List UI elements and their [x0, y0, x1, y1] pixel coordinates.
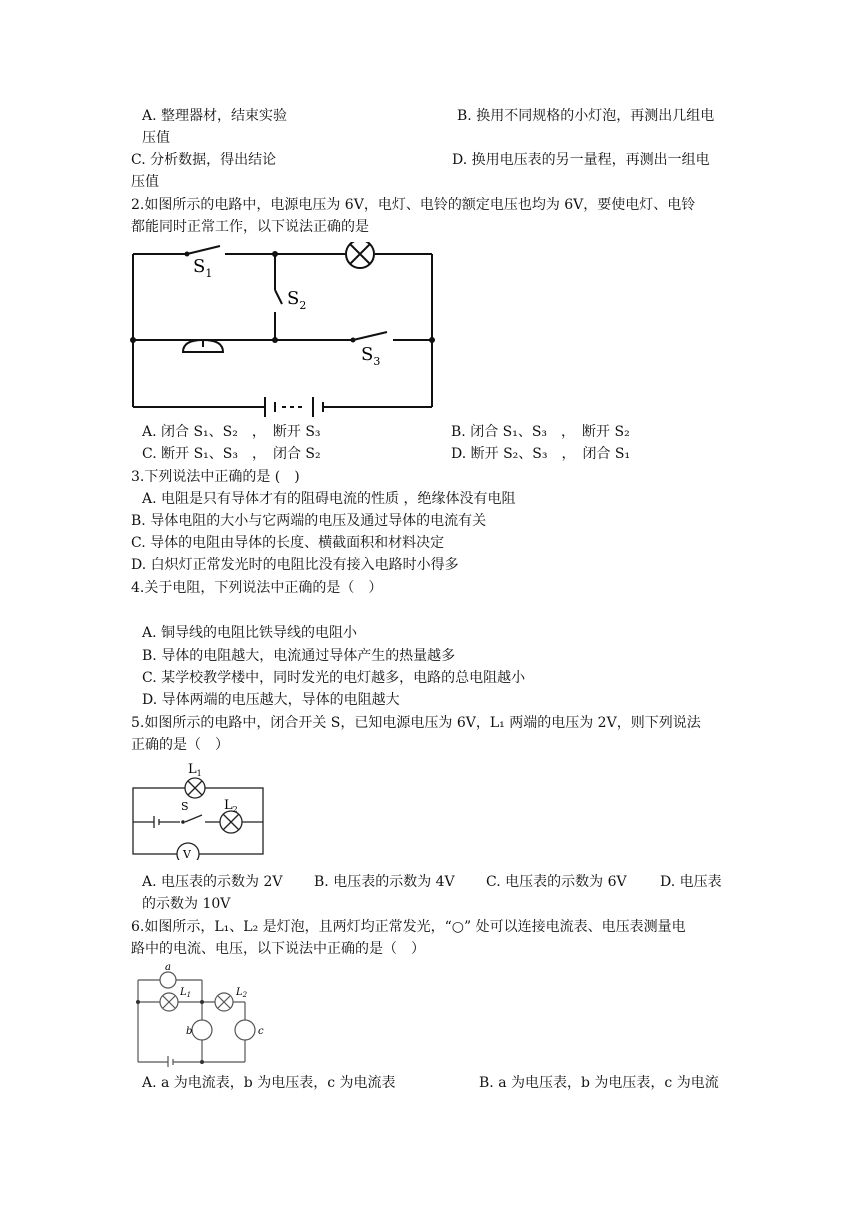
q6-label-c: c — [258, 1026, 264, 1037]
q1-option-d-line1: D. 换用电压表的另一量程，再测出一组电 — [452, 152, 710, 168]
q3-option-a: A. 电阻是只有导体才有的阻碍电流的性质 ，绝缘体没有电阻 — [142, 491, 516, 507]
q3-stem: 3.下列说法中正确的是 ( ) — [131, 469, 300, 485]
q2-stem-line2: 都能同时正常工作，以下说法正确的是 — [131, 219, 369, 235]
q2-option-a: A. 闭合 S₁、S₂ ， 断开 S₃ — [142, 424, 321, 440]
q3-option-b: B. 导体电阻的大小与它两端的电压及通过导体的电流有关 — [131, 513, 487, 529]
q6-stem-line2: 路中的电流、电压，以下说法中正确的是（ ） — [131, 941, 425, 957]
q5-label-l2: $L_2$ — [224, 798, 238, 814]
q4-option-c: C. 某学校教学楼中，同时发光的电灯越多，电路的总电阻越小 — [142, 670, 526, 686]
q2-label-s3: $S_3$ — [361, 344, 381, 368]
q2-option-c: C. 断开 S₁、S₃ ， 闭合 S₂ — [142, 446, 321, 462]
q6-option-a: A. a 为电流表，b 为电压表，c 为电流表 — [142, 1075, 396, 1091]
q5-stem-line2: 正确的是（ ） — [131, 737, 229, 753]
q2-option-b: B. 闭合 S₁、S₃ ， 断开 S₂ — [451, 424, 630, 440]
q2-stem-line1: 2.如图所示的电路中，电源电压为 6V，电灯、电铃的额定电压也均为 6V，要使电灯、电铃 — [131, 197, 696, 213]
q1-option-b-line2: 压值 — [142, 130, 170, 146]
q1-option-a: A. 整理器材，结束实验 — [142, 108, 288, 124]
q5-circuit-diagram — [130, 760, 270, 860]
q5-option-a: A. 电压表的示数为 2V — [142, 874, 283, 890]
q2-label-s2: $S_2$ — [287, 288, 307, 312]
q4-option-a: A. 铜导线的电阻比铁导线的电阻小 — [142, 625, 358, 641]
q5-option-c: C. 电压表的示数为 6V — [486, 874, 627, 890]
q6-label-a: a — [165, 962, 171, 973]
q6-circuit-diagram — [130, 962, 270, 1067]
q6-stem-line1: 6.如图所示，L₁、L₂ 是灯泡，且两灯均正常发光，“○” 处可以连接电流表、电压表测量电 — [131, 919, 686, 935]
q5-stem-line1: 5.如图所示的电路中，闭合开关 S，已知电源电压为 6V，L₁ 两端的电压为 2V，则下列说法 — [131, 715, 701, 731]
q5-option-d-line1: D. 电压表 — [660, 874, 722, 890]
q2-label-s1: $S_1$ — [193, 256, 213, 280]
q1-option-d-line2: 压值 — [131, 174, 159, 190]
q6-label-l1: $L_1$ — [180, 987, 192, 999]
q5-label-v: V — [183, 848, 191, 860]
q5-label-s: S — [181, 800, 189, 813]
q3-option-d: D. 白炽灯正常发光时的电阻比没有接入电路时小得多 — [131, 557, 459, 573]
q6-label-l2: $L_2$ — [236, 987, 248, 999]
q2-circuit-diagram — [125, 242, 445, 417]
q6-label-b: b — [186, 1026, 193, 1037]
q1-option-b-line1: B. 换用不同规格的小灯泡，再测出几组电 — [457, 108, 715, 124]
q4-stem: 4.关于电阻，下列说法中正确的是（ ） — [131, 580, 383, 596]
q5-option-d-line2: 的示数为 10V — [142, 896, 231, 912]
q5-option-b: B. 电压表的示数为 4V — [314, 874, 455, 890]
q2-option-d: D. 断开 S₂、S₃ ， 闭合 S₁ — [451, 446, 631, 462]
q4-option-d: D. 导体两端的电压越大，导体的电阻越大 — [142, 692, 400, 708]
q4-option-b: B. 导体的电阻越大，电流通过导体产生的热量越多 — [142, 648, 456, 664]
q1-option-c: C. 分析数据，得出结论 — [131, 152, 277, 168]
q5-label-l1: $L_1$ — [188, 762, 202, 778]
q6-option-b: B. a 为电压表，b 为电压表，c 为电流 — [479, 1075, 719, 1091]
q3-option-c: C. 导体的电阻由导体的长度、横截面积和材料决定 — [131, 535, 445, 551]
